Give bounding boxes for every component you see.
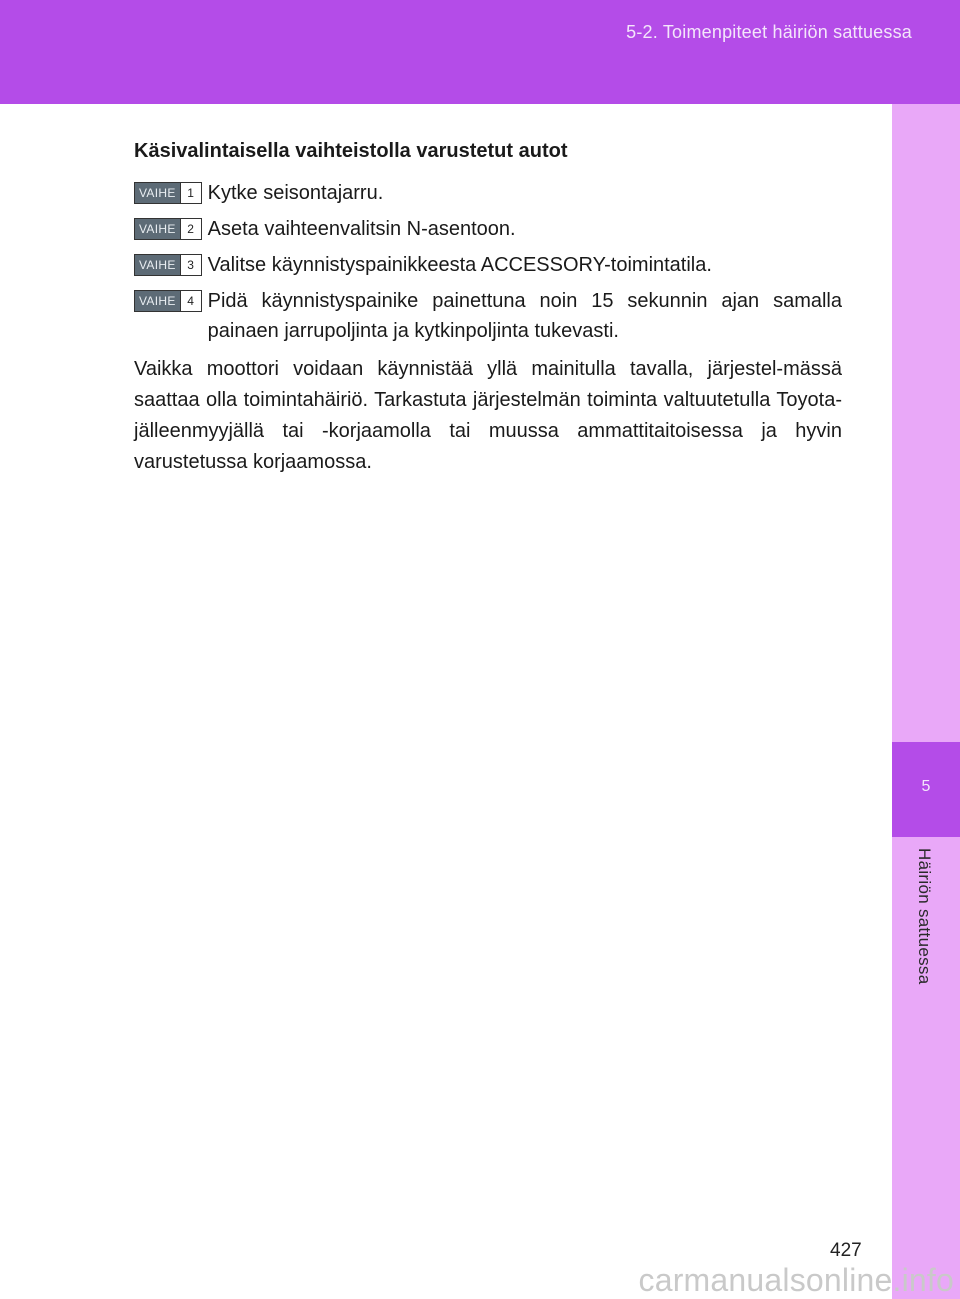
step-text: Aseta vaihteenvalitsin N-asentoon. <box>207 218 516 240</box>
step-item <box>134 250 842 280</box>
step-item <box>134 214 842 244</box>
step-badge-label: VAIHE <box>135 255 180 275</box>
step-badge <box>134 218 202 240</box>
section-title: 5-2. Toimenpiteet häiriön sattuessa <box>626 22 912 42</box>
step-badge <box>134 254 202 276</box>
section-heading: Käsivalintaisella vaihteistolla varustetut autot <box>134 140 568 162</box>
step-badge-number: 1 <box>180 183 201 203</box>
step-badge-label: VAIHE <box>135 219 180 239</box>
step-text: Pidä käynnistyspainike painettuna noin 15 sekunnin ajan samalla painaen jarrupoljinta ja kytkinpoljinta tukevasti. <box>207 290 842 342</box>
step-badge-label: VAIHE <box>135 183 180 203</box>
header-bar <box>0 0 960 104</box>
step-text: Kytke seisontajarru. <box>207 182 384 204</box>
step-badge-label: VAIHE <box>135 291 180 311</box>
step-badge <box>134 182 202 204</box>
chapter-number: 5 <box>921 778 931 795</box>
side-tab <box>892 104 960 1299</box>
step-text: Valitse käynnistyspainikkeesta ACCESSORY-toimintatila. <box>207 254 712 276</box>
step-badge <box>134 290 202 312</box>
chapter-label: Häiriön sattuessa <box>915 848 934 985</box>
step-badge-number: 2 <box>180 219 201 239</box>
step-item <box>134 286 842 346</box>
page-content <box>134 136 842 478</box>
page-number: 427 <box>830 1240 862 1261</box>
body-paragraph: Vaikka moottori voidaan käynnistää yllä mainitulla tavalla, järjestel-mässä saattaa olla toimintahäiriö. Tarkastuta järjestelmän toiminta valtuutetulla Toyota-jälleenmyyjällä tai -korjaamolla tai muussa ammattitaitoisessa ja hyvin varustetussa korjaamossa. <box>134 358 842 473</box>
watermark: carmanualsonline.info <box>638 1262 954 1298</box>
step-badge-number: 3 <box>180 255 201 275</box>
step-item <box>134 178 842 208</box>
step-badge-number: 4 <box>180 291 201 311</box>
chapter-number-tab <box>892 742 960 837</box>
